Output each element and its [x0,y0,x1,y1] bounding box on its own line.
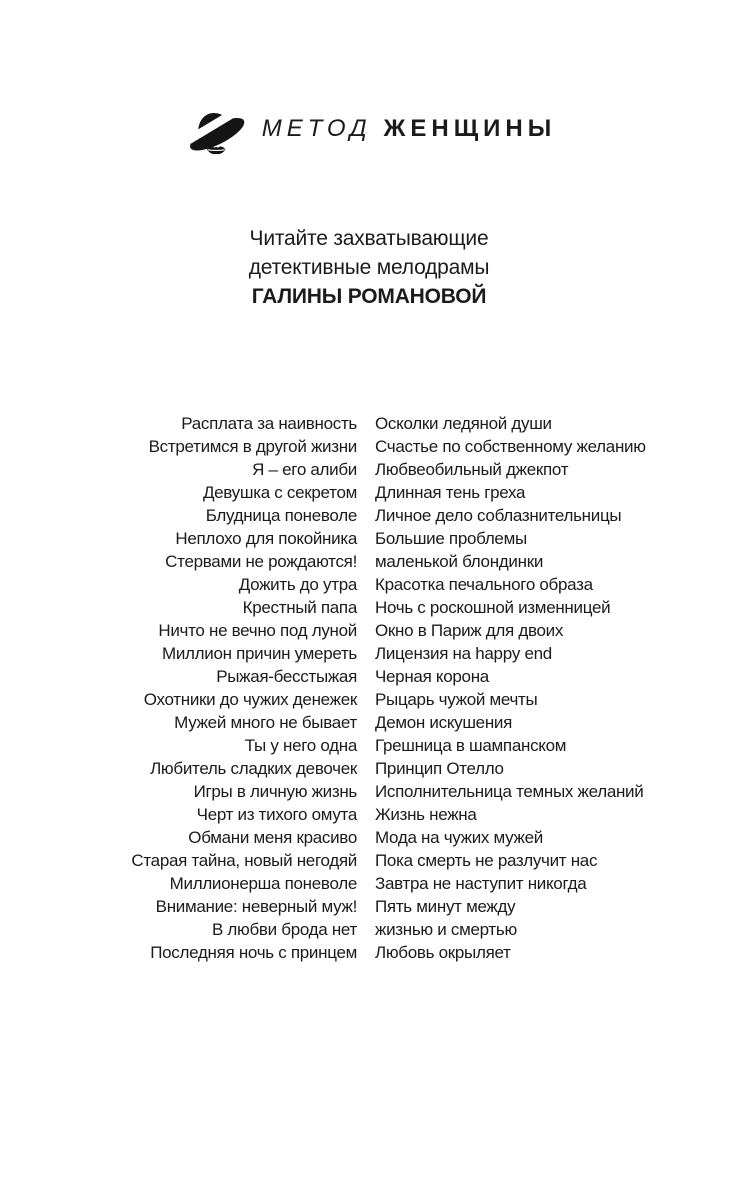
book-title-right: Мода на чужих мужей [375,828,543,847]
book-title-right: Исполнительница темных желаний [375,782,644,801]
book-title-right: Осколки ледяной души [375,414,552,433]
book-title-left: Расплата за наивность [181,414,357,433]
book-row [0,780,738,803]
book-title-list [0,412,738,964]
book-row [0,642,738,665]
book-title-left: Старая тайна, новый негодяй [131,851,357,870]
book-title-right: Ночь с роскошной изменницей [375,598,611,617]
book-row [0,734,738,757]
book-title-right: Пока смерть не разлучит нас [375,851,598,870]
book-row [0,872,738,895]
book-row [0,826,738,849]
book-title-right: Любвеобильный джекпот [375,460,569,479]
book-row [0,527,738,550]
book-title-right: Счастье по собственному желанию [375,437,646,456]
publisher-logo [0,96,738,162]
author-name: ГАЛИНЫ РОМАНОВОЙ [251,285,487,308]
book-title-left: Черт из тихого омута [196,805,357,824]
book-title-right: Любовь окрыляет [375,943,511,962]
book-title-right: Окно в Париж для двоих [375,621,564,640]
book-row [0,895,738,918]
book-row [0,573,738,596]
book-title-left: Дожить до утра [238,575,357,594]
book-row [0,757,738,780]
book-row [0,458,738,481]
book-title-left: Я – его алиби [252,460,357,479]
book-row [0,711,738,734]
book-row [0,918,738,941]
book-title-right: Рыцарь чужой мечты [375,690,538,709]
book-row [0,435,738,458]
book-title-right: Грешница в шампанском [375,736,567,755]
series-intro [0,224,738,311]
book-title-left: Ничто не вечно под луной [158,621,357,640]
book-title-left: Стервами не рождаются! [165,552,357,571]
book-title-right: жизнью и смертью [375,920,517,939]
book-title-right: Лицензия на happy end [375,644,552,663]
book-title-right: Принцип Отелло [375,759,504,778]
book-title-left: Мужей много не бывает [174,713,357,732]
book-title-left: Последняя ночь с принцем [150,943,357,962]
book-title-left: Внимание: неверный муж! [155,897,357,916]
book-row [0,941,738,964]
book-title-left: В любви брода нет [211,920,357,939]
book-title-left: Миллионерша поневоле [169,874,357,893]
book-row [0,803,738,826]
book-title-right: Большие проблемы [375,529,527,548]
book-title-left: Любитель сладких девочек [150,759,357,778]
book-title-right: Жизнь нежна [375,805,477,824]
book-title-right: Личное дело соблазнительницы [375,506,622,525]
book-title-left: Охотники до чужих денежек [143,690,357,709]
book-title-right: Завтра не наступит никогда [375,874,587,893]
intro-line-2: детективные мелодрамы [248,256,490,279]
book-row [0,596,738,619]
book-title-left: Ты у него одна [244,736,357,755]
book-title-right: Красотка печального образа [375,575,593,594]
book-row [0,665,738,688]
book-title-right: Пять минут между [375,897,516,916]
book-title-left: Девушка с секретом [202,483,357,502]
book-row [0,688,738,711]
brand-word-method: МЕТОД [261,115,372,142]
book-title-left: Обмани меня красиво [188,828,357,847]
book-title-left: Миллион причин умереть [161,644,357,663]
book-title-left: Блудница поневоле [205,506,357,525]
book-row [0,849,738,872]
book-title-left: Игры в личную жизнь [193,782,357,801]
book-title-left: Неплохо для покойника [175,529,357,548]
book-row [0,504,738,527]
hat-and-lips-icon [182,96,250,162]
brand-title [262,115,556,143]
intro-line-1: Читайте захватывающие [249,227,489,250]
book-title-left: Рыжая-бесстыжая [216,667,357,686]
book-row [0,619,738,642]
book-title-right: Черная корона [375,667,489,686]
book-title-left: Встретимся в другой жизни [148,437,357,456]
book-row [0,412,738,435]
book-row [0,481,738,504]
brand-word-woman: ЖЕНЩИНЫ [383,115,557,142]
book-row [0,550,738,573]
book-title-right: Демон искушения [375,713,513,732]
book-title-left: Крестный папа [242,598,357,617]
book-title-right: Длинная тень греха [375,483,526,502]
book-title-right: маленькой блондинки [375,552,544,571]
